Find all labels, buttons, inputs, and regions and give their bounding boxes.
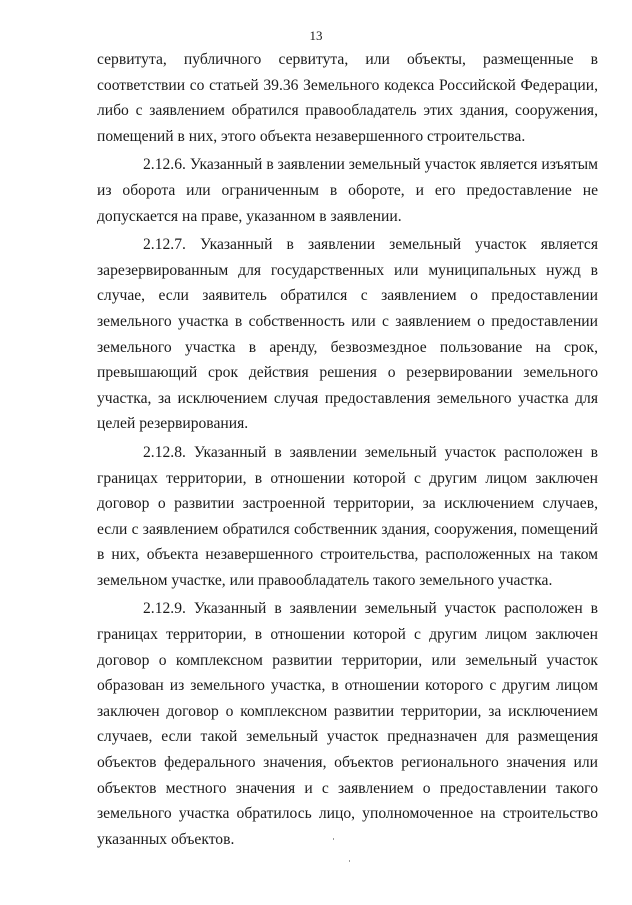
paragraph-2-12-8: 2.12.8. Указанный в заявлении земельный участок расположен в границах территории, в отношении которой с другим лицом заключен договор о развитии застроенной территории, за исключением случаев, если с заявлением обратился собственник здания, сооружения, помещений в них, объекта незавершенного строительства, расположенных на таком земельном участке, или правообладатель такого земельного участка.	[97, 443, 598, 589]
paragraph-continuation: сервитута, публичного сервитута, или объекты, размещенные в соответствии со статьей 39.36 Земельного кодекса Российской Федерации, либо с заявлением обратился правообладатель этих здания, сооружения, помещений в них, этого объекта незавершенного строительства.	[97, 51, 598, 145]
scan-speck	[349, 860, 350, 862]
page-number: 13	[309, 28, 323, 43]
paragraph-2-12-9: 2.12.9. Указанный в заявлении земельный участок расположен в границах территории, в отношении которой с другим лицом заключен договор о комплексном развитии территории, или земельный участок образован из земельного участка, в отношении которого с другим лицом заключен договор о комплексном развитии территории, за исключением случаев, если такой земельный участок предназначен для размещения объектов федерального значения, объектов регионального значения или объектов местного значения и с заявлением о предоставлении такого земельного участка обратилось лицо, уполномоченное на строительство указанных объектов.	[97, 600, 598, 848]
scan-speck	[333, 838, 334, 840]
paragraph-2-12-6: 2.12.6. Указанный в заявлении земельный участок является изъятым из оборота или ограниченным в обороте, и его предоставление не допускается на праве, указанном в заявлении.	[97, 156, 598, 225]
document-text	[97, 47, 598, 852]
paragraph-2-12-7: 2.12.7. Указанный в заявлении земельный участок является зарезервированным для государственных или муниципальных нужд в случае, если заявитель обратился с заявлением о предоставлении земельного участка в собственность или с заявлением о предоставлении земельного участка в аренду, безвозмездное пользование на срок, превышающий срок действия решения о резервировании земельного участка, за исключением случая предоставления земельного участка для целей резервирования.	[97, 236, 598, 433]
